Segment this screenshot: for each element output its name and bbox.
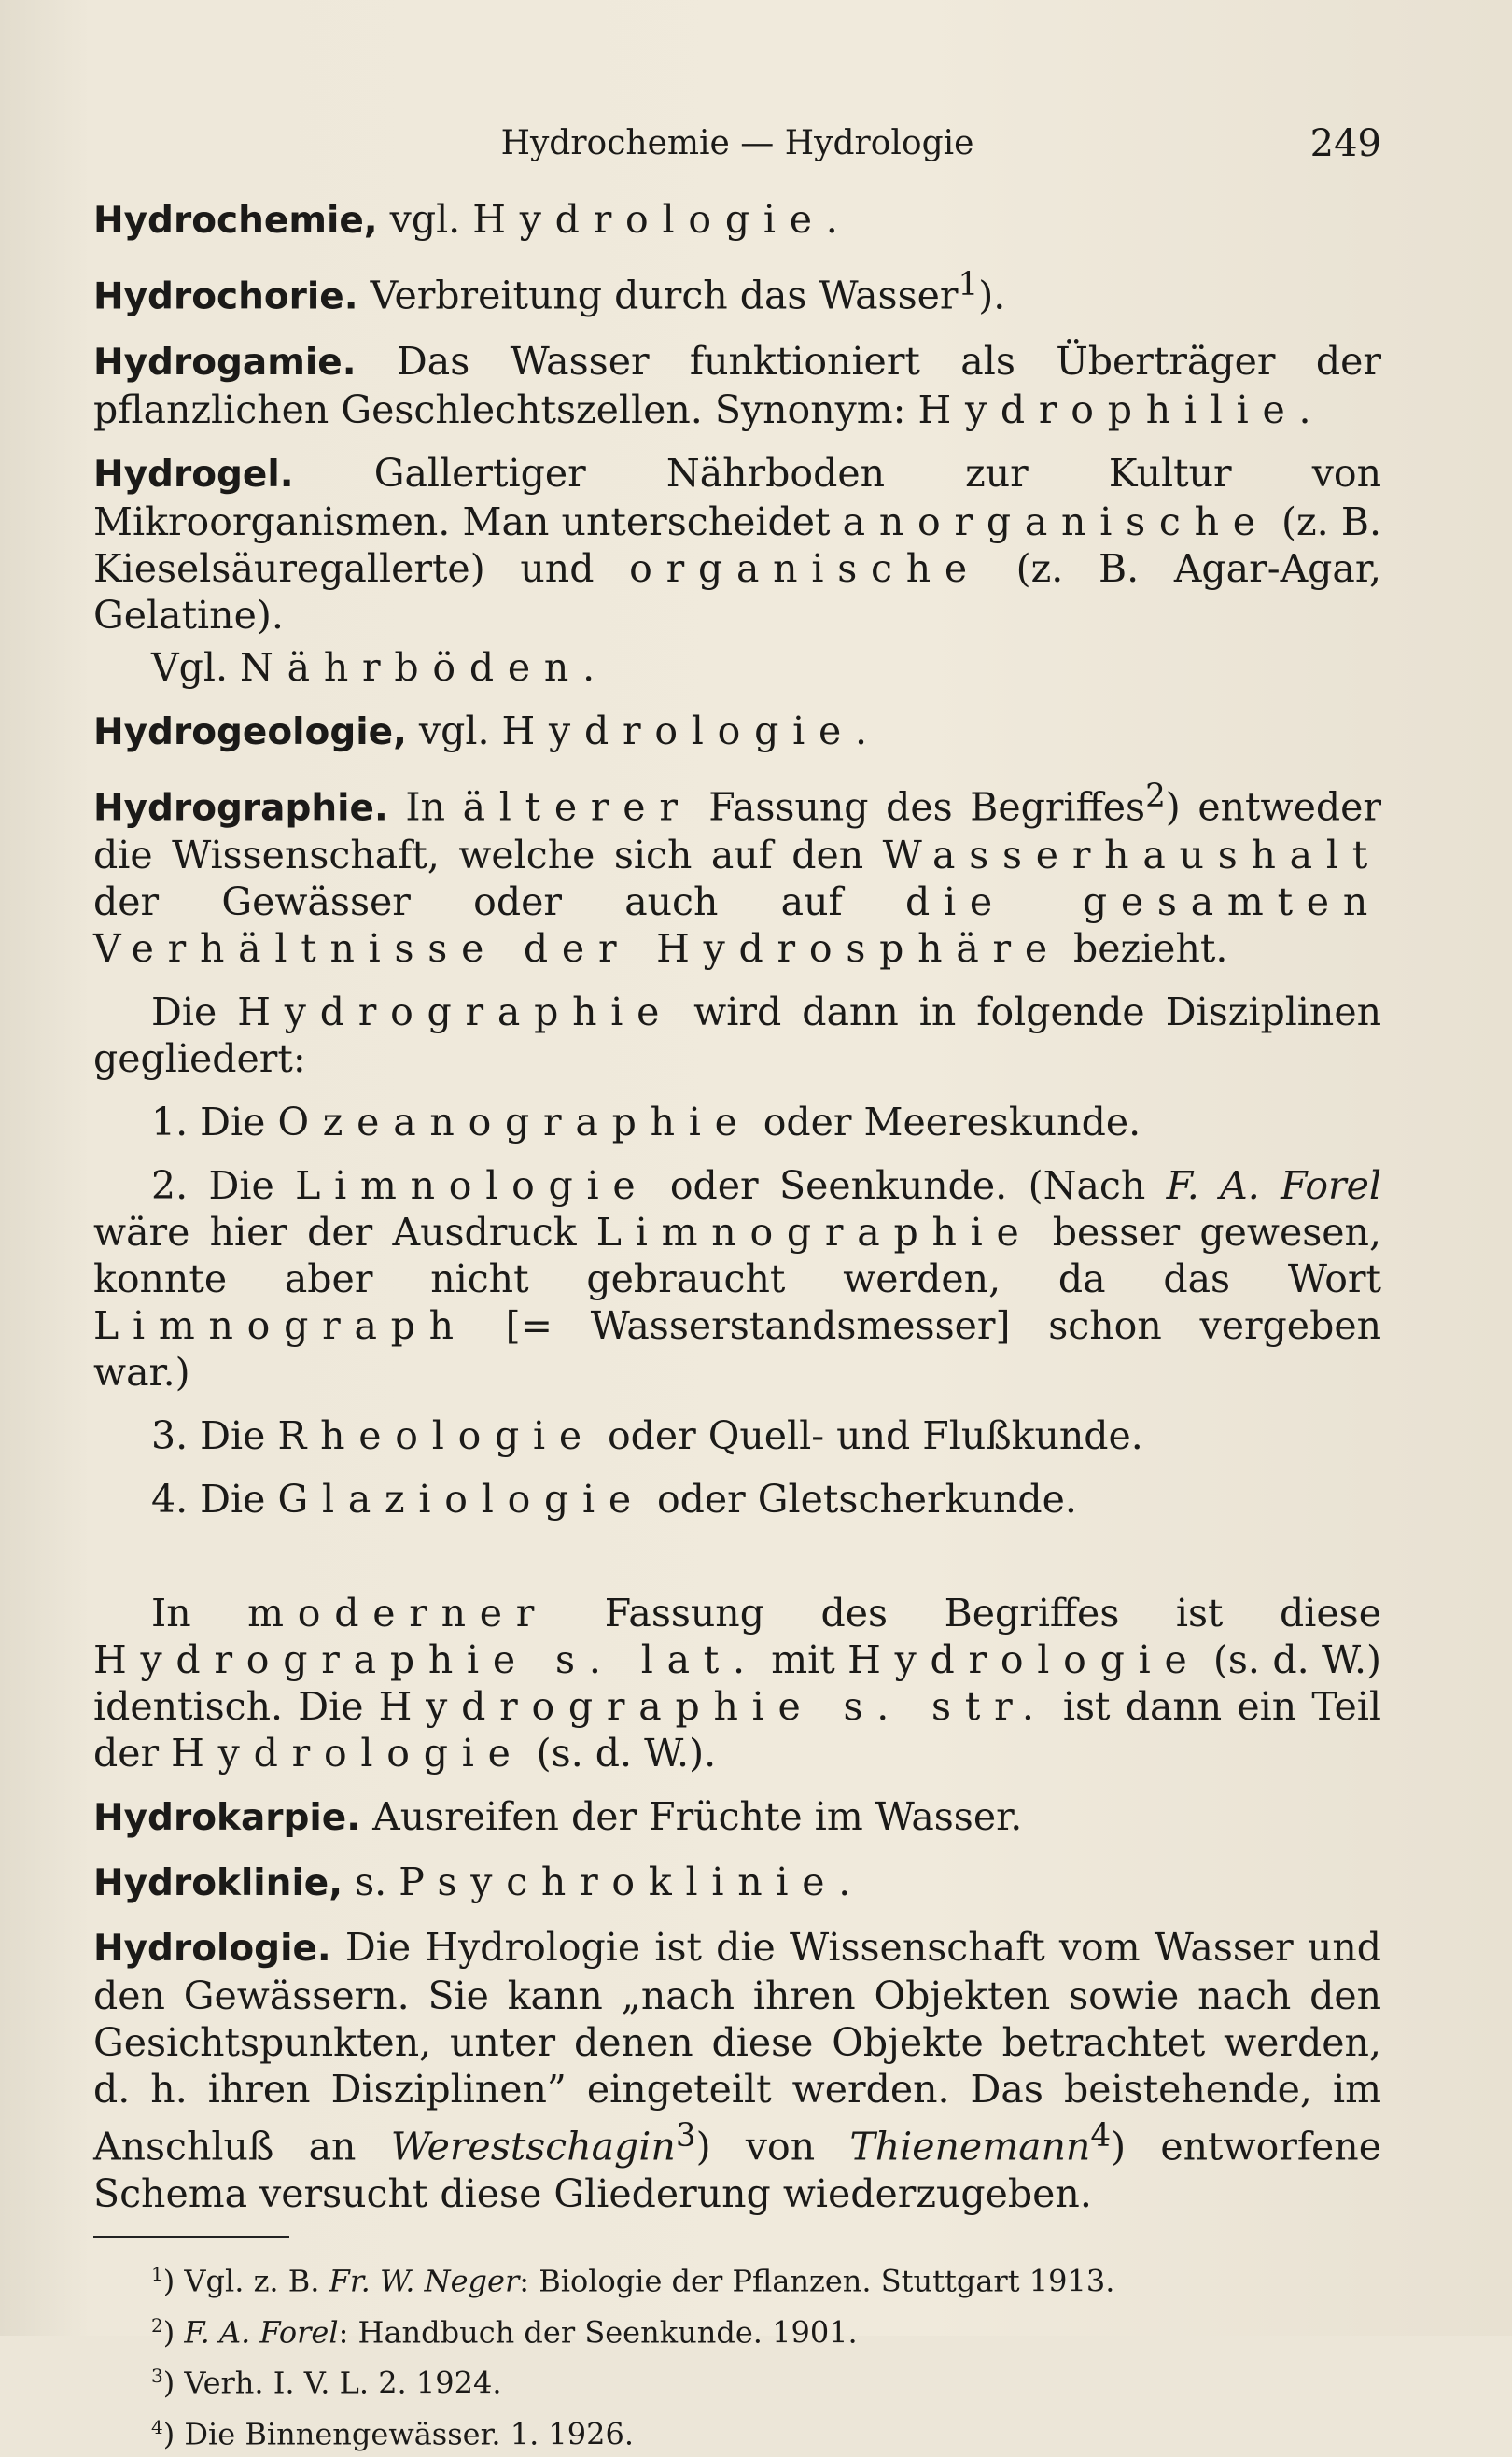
headword: Hydrochemie, xyxy=(93,200,378,242)
spaced-term: Limnographie xyxy=(595,1210,1033,1256)
spaced-term: Wasserhaushalt xyxy=(882,833,1381,878)
cross-reference: Psychroklinie xyxy=(399,1860,839,1905)
entry-text: ) entworfene Schema versucht diese Gliederung wiederzugeben. xyxy=(93,2124,1381,2216)
footnote-number: 3 xyxy=(151,2365,163,2388)
entry-hydrologie xyxy=(93,1924,1381,2217)
spaced-term: moderner xyxy=(247,1591,549,1636)
author-name: F. A. Forel xyxy=(1166,1163,1382,1209)
entry-text: oder Gletscherkunde. xyxy=(644,1477,1077,1523)
author-name: Werestschagin xyxy=(390,2124,676,2169)
spaced-term: organische xyxy=(629,545,981,591)
spaced-term: Limnograph xyxy=(93,1303,468,1349)
headword: Hydrogamie. xyxy=(93,341,357,384)
headword: Hydrogeologie, xyxy=(93,710,407,753)
entry-text: In xyxy=(387,784,463,830)
headword: Hydrokarpie. xyxy=(93,1797,361,1840)
entry-text: Verbreitung durch das Wasser xyxy=(357,273,959,318)
running-title: Hydrochemie — Hydrologie xyxy=(500,124,974,162)
entry-text: (z. B. Kieselsäuregallerte) und xyxy=(93,498,1381,591)
spaced-term: Limnologie xyxy=(295,1163,650,1209)
entry-text: ist dann ein Teil der xyxy=(93,1684,1382,1776)
entry-text: ). xyxy=(978,273,1006,318)
item-number: 4. Die xyxy=(151,1477,278,1523)
entry-text: . xyxy=(838,1860,851,1905)
spaced-term: Glaziologie xyxy=(277,1477,645,1523)
entry-text: Das Wasser funktioniert als Überträger der pflanzlichen Geschlechtszellen. Synonym: xyxy=(93,338,1381,432)
entry-text: (s. d. W.). xyxy=(524,1731,717,1776)
entry-text: oder Quell- und Flußkunde. xyxy=(595,1413,1143,1459)
cross-reference: Nährböden xyxy=(240,644,583,690)
entry-text: . xyxy=(582,644,595,690)
entry-text: oder Meereskunde. xyxy=(750,1100,1141,1145)
author-name: Thienemann xyxy=(849,2124,1091,2169)
spaced-term: Ozeanographie xyxy=(277,1100,751,1145)
entry-text: besser gewesen, konnte aber nicht gebraucht werden, da das Wort xyxy=(93,1210,1381,1302)
footnote xyxy=(151,2406,1381,2457)
footnote-marker: 2 xyxy=(1145,777,1166,815)
headword: Hydrographie. xyxy=(93,787,388,830)
entry-text: Vgl. xyxy=(151,644,241,690)
spaced-term: Hydrographie xyxy=(237,990,674,1035)
spaced-term: Hydrologie xyxy=(847,1637,1201,1683)
entry-hydrogel xyxy=(93,450,1381,639)
entry-hydrochorie xyxy=(93,261,1381,321)
footnote-marker: 3 xyxy=(675,2117,696,2155)
hydrographie-disciplines-intro xyxy=(93,989,1381,1082)
spaced-term: Hydrographie s. str. xyxy=(378,1684,1048,1730)
entry-text: [= Wasserstandsmesser] schon vergeben war.) xyxy=(93,1303,1381,1396)
discipline-item xyxy=(93,1412,1381,1459)
entry-text: Die Hydrologie ist die Wissenschaft vom Wasser und den Gewässern. Sie kann „nach ihren Objekten sowie nach den Gesichtspunkten, unter denen diese Objekte betrachtet werden, d. h. ihren Disziplinen” eingeteilt werden. Das beistehende, im Anschluß an xyxy=(93,1925,1381,2169)
entry-text: vgl. xyxy=(377,197,473,242)
footnote xyxy=(151,2253,1381,2304)
entry-text: s. xyxy=(343,1860,399,1905)
footnote-number: 1 xyxy=(151,2262,163,2285)
footnote-marker: 1 xyxy=(958,266,979,303)
item-number: 1. Die xyxy=(151,1100,278,1145)
entry-text: Ausreifen der Früchte im Wasser. xyxy=(360,1794,1023,1840)
entry-text: bezieht. xyxy=(1060,926,1228,972)
spaced-term: älterer xyxy=(462,784,692,830)
footnote xyxy=(151,2304,1381,2355)
spaced-term: anorganische xyxy=(842,498,1269,544)
discipline-item xyxy=(93,1476,1381,1523)
entry-text: In xyxy=(151,1591,248,1636)
hydrographie-modern-definition xyxy=(93,1590,1381,1776)
entry-hydrogamie xyxy=(93,338,1381,433)
cross-reference: Hydrologie xyxy=(472,197,826,242)
footnote-author: F. A. Forel xyxy=(184,2314,339,2351)
footnote-text: ) Vgl. z. B. xyxy=(162,2263,329,2299)
spaced-term: Rheologie xyxy=(277,1413,595,1459)
entry-text: . xyxy=(1298,386,1311,432)
entry-text: vgl. xyxy=(406,708,502,753)
headword: Hydrologie. xyxy=(93,1928,331,1971)
spaced-term: Hydrologie xyxy=(171,1731,525,1776)
entry-text: (s. d. W.) identisch. Die xyxy=(93,1637,1381,1730)
headword: Hydrogel. xyxy=(93,453,294,496)
spaced-term: Hydrographie s. lat. xyxy=(93,1637,759,1683)
entry-text: wird dann in folgende Disziplinen gegliedert: xyxy=(93,990,1381,1082)
entry-hydrographie xyxy=(93,773,1381,973)
entry-text: wäre hier der Ausdruck xyxy=(93,1210,596,1256)
entry-hydrogeologie xyxy=(93,708,1381,756)
entry-hydrochemie xyxy=(93,196,1381,245)
entry-hydrogel-see-also xyxy=(93,644,1381,691)
footnote-number: 2 xyxy=(151,2313,163,2337)
footnote-text: ) Verh. I. V. L. 2. 1924. xyxy=(162,2365,502,2401)
item-number: 2. Die xyxy=(151,1163,296,1209)
cross-reference: Hydrologie xyxy=(501,708,855,753)
entry-text: oder Seenkunde. (Nach xyxy=(649,1163,1167,1209)
headword: Hydrochorie. xyxy=(93,275,358,318)
footnote-text: : Biologie der Pflanzen. Stuttgart 1913. xyxy=(519,2263,1115,2299)
item-number: 3. Die xyxy=(151,1413,278,1459)
headword: Hydroklinie, xyxy=(93,1862,343,1905)
footnote-text: : Handbuch der Seenkunde. 1901. xyxy=(338,2314,858,2351)
entry-text: Die xyxy=(151,990,238,1035)
entry-text: mit xyxy=(758,1637,848,1683)
footnote-text: ) Die Binnengewässer. 1. 1926. xyxy=(162,2416,635,2452)
footnotes xyxy=(93,2253,1381,2457)
footnote-text: ) xyxy=(162,2314,185,2351)
entry-text: Fassung des Begriffes xyxy=(691,784,1146,830)
discipline-item xyxy=(93,1099,1381,1145)
cross-reference: Hydrophilie xyxy=(917,386,1299,432)
footnote-number: 4 xyxy=(151,2415,163,2438)
footnote-rule xyxy=(93,2236,289,2238)
entry-text: Fassung des Begriffes ist diese xyxy=(548,1591,1381,1636)
entry-hydroklinie xyxy=(93,1859,1381,1907)
entry-text: Gallertiger Nährboden zur Kultur von Mikroorganismen. Man unterscheidet xyxy=(93,450,1381,544)
entry-hydrokarpie xyxy=(93,1793,1381,1842)
footnote-author: Fr. W. Neger xyxy=(329,2263,520,2299)
paragraph-gap xyxy=(93,1539,1381,1590)
footnote xyxy=(151,2354,1381,2406)
footnote-marker: 4 xyxy=(1090,2117,1112,2155)
entry-text: ) entweder die Wissenschaft, welche sich auf den xyxy=(93,784,1381,878)
entry-text: der Gewässer oder auch auf xyxy=(93,879,905,925)
entry-text: . xyxy=(825,197,838,242)
entry-text: (z. B. Agar-Agar, Gelatine). xyxy=(93,545,1381,638)
text-column xyxy=(93,196,1381,2457)
entry-text: ) von xyxy=(695,2124,850,2169)
entry-text: . xyxy=(854,708,868,753)
page-number: 249 xyxy=(1309,122,1381,165)
discipline-item xyxy=(93,1162,1381,1396)
spaced-term: die gesamten Verhältnisse der Hydrosphäre xyxy=(93,879,1381,972)
